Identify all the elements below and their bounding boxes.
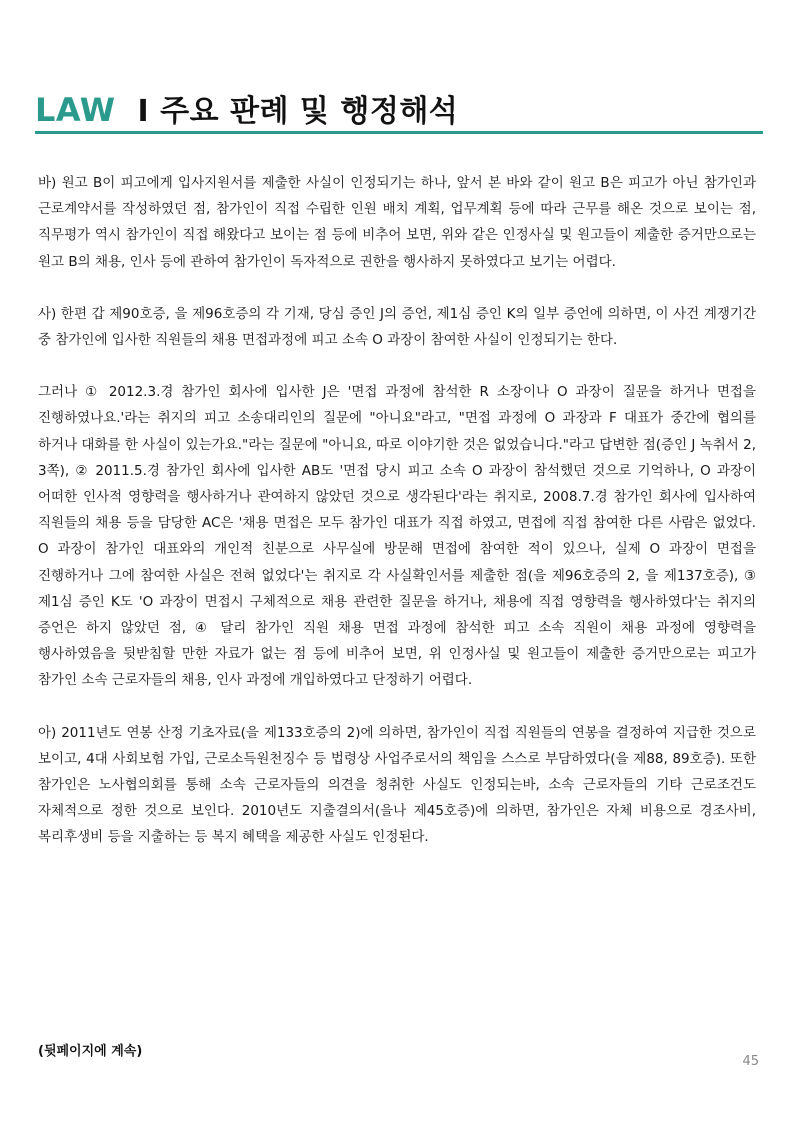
paragraph-ba: 바) 원고 B이 피고에게 입사지원서를 제출한 사실이 인정되기는 하나, 앞서 본 바와 같이 원고 B은 피고가 아닌 참가인과 근로계약서를 작성하였던 점, 참가인이 직접 수립한 인원 배치 계획, 업무계획 등에 따라 근무를 해온 것으로 보이는 점, 직무평가 역시 참가인이 직접 해왔다고 보이는 점 등에 비추어 보면, 위와 같은 인정사실 및 원고들이 제출한 증거만으로는 원고 B의 채용, 인사 등에 관하여 참가인이 독자적으로 권한을 행사하지 못하였다고 보기는 어렵다. bbox=[38, 175, 756, 270]
paragraph-sa: 사) 한편 갑 제90호증, 을 제96호증의 각 기재, 당심 증인 J의 증언, 제1심 증인 K의 일부 증언에 의하면, 이 사건 계쟁기간 중 참가인에 입사한 직원들의 채용 면접과정에 피고 소속 O 과장이 참여한 사실이 인정되기는 한다. bbox=[38, 305, 756, 349]
page-number: 45 bbox=[742, 1054, 759, 1069]
continue-note: (뒷페이지에 계속) bbox=[38, 1044, 143, 1059]
page-header bbox=[35, 86, 763, 130]
document-body bbox=[38, 170, 756, 877]
page-title: I 주요 판례 및 행정해석 bbox=[137, 94, 459, 129]
paragraph-a: 아) 2011년도 연봉 산정 기초자료(을 제133호증의 2)에 의하면, 참가인이 직접 직원들의 연봉을 결정하여 지급한 것으로 보이고, 4대 사회보험 가입, 근로소득원천징수 등 법령상 사업주로서의 책임을 스스로 부담하였다(을 제88, 89호증). 또한 참가인은 노사협의회를 통해 소속 근로자들의 의견을 청취한 사실도 인정되는바, 소속 근로자들의 기타 근로조건도 자체적으로 정한 것으로 보인다. 2010년도 지출결의서(을나 제45호증)에 의하면, 참가인은 자체 비용으로 경조사비, 복리후생비 등을 지출하는 등 복지 혜택을 제공한 사실도 인정된다. bbox=[38, 724, 756, 846]
header-divider bbox=[35, 131, 763, 134]
section-label: LAW bbox=[35, 91, 116, 129]
paragraph-however: 그러나 ① 2012.3.경 참가인 회사에 입사한 J은 '면접 과정에 참석한 R 소장이나 O 과장이 질문을 하거나 면접을 진행하였나요.'라는 취지의 피고 소송대리인의 질문에 "아니요"라고, "면접 과정에 O 과장과 F 대표가 중간에 협의를 하거나 대화를 한 사실이 있는가요."라는 질문에 "아니요, 따로 이야기한 것은 없었습니다."라고 답변한 점(증인 J 녹취서 2, 3쪽), ② 2011.5.경 참가인 회사에 입사한 AB도 '면접 당시 피고 소속 O 과장이 참석했던 것으로 기억하나, O 과장이 어떠한 인사적 영향력을 행사하거나 관여하지 않았던 것으로 생각된다'라는 취지로, 2008.7.경 참가인 회사에 입사하여 직원들의 채용 등을 담당한 AC은 '채용 면접은 모두 참가인 대표가 직접 하였고, 면접에 직접 참여한 다른 사람은 없었다. O 과장이 참가인 대표와의 개인적 친분으로 사무실에 방문해 면접에 참여한 적이 있으나, 실제 O 과장이 면접을 진행하거나 그에 참여한 사실은 전혀 없었다'는 취지로 각 사실확인서를 제출한 점(을 제96호증의 2, 을 제137호증), ③ 제1심 증인 K도 'O 과장이 면접시 구체적으로 채용 관련한 질문을 하거나, 채용에 직접 영향력을 행사하였다'는 취지의 증언은 하지 않았던 점, ④ 달리 참가인 직원 채용 면접 과정에 참석한 피고 소속 직원이 채용 과정에 영향력을 행사하였음을 뒷받침할 만한 자료가 없는 점 등에 비추어 보면, 위 인정사실 및 원고들이 제출한 증거만으로는 피고가 참가인 소속 근로자들의 채용, 인사 과정에 개입하였다고 단정하기 어렵다. bbox=[38, 384, 756, 689]
